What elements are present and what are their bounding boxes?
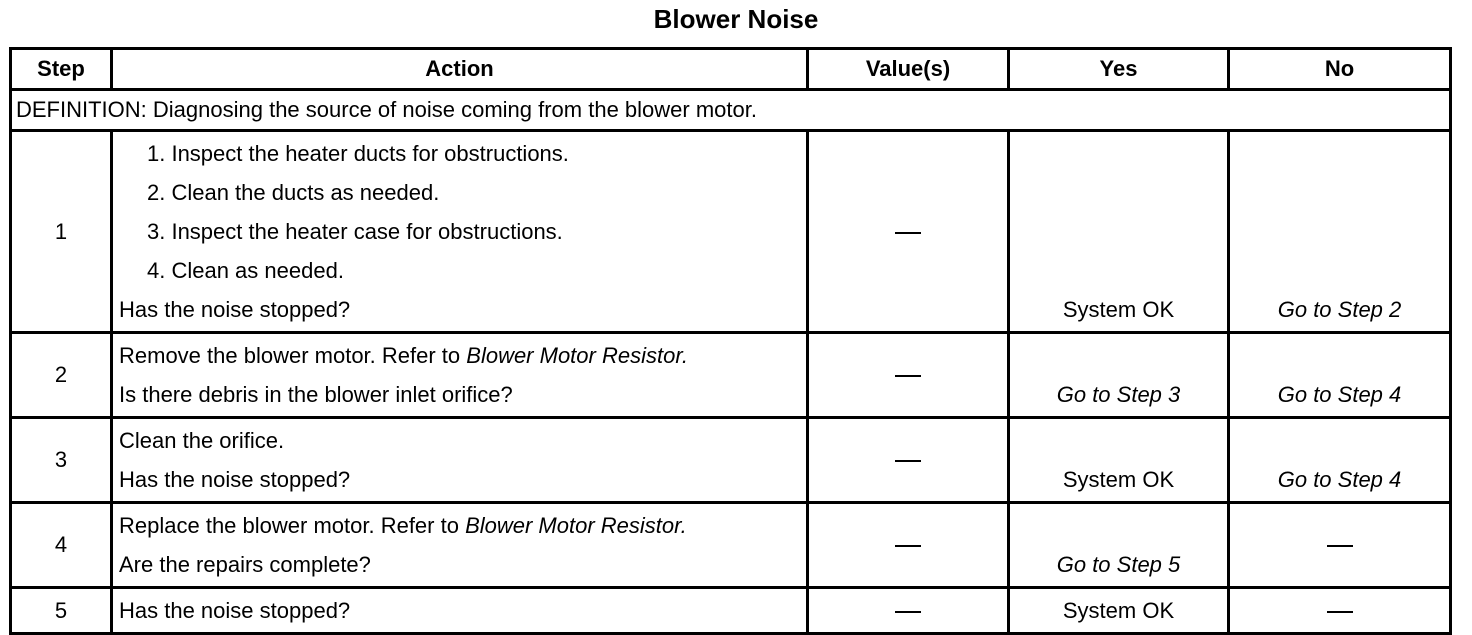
step-number: 2 <box>11 333 112 418</box>
no-cell <box>1229 418 1451 503</box>
action-cell <box>112 418 808 503</box>
action-text: Clean the orifice. <box>119 428 285 453</box>
value-cell <box>808 131 1009 333</box>
action-cell <box>112 588 808 634</box>
dash-mark <box>895 460 921 462</box>
no-cell <box>1229 503 1451 588</box>
step-number: 1 <box>11 131 112 333</box>
yes-result: Go to Step 3 <box>1056 382 1181 407</box>
action-cell <box>112 333 808 418</box>
definition-text: DEFINITION: Diagnosing the source of noise coming from the blower motor. <box>11 90 1451 131</box>
value-cell <box>808 418 1009 503</box>
dash-mark <box>895 545 921 547</box>
no-result: Go to Step 2 <box>1277 297 1402 322</box>
header-yes: Yes <box>1009 49 1229 90</box>
table-row <box>11 418 1451 503</box>
action-cell <box>112 131 808 333</box>
step-number: 3 <box>11 418 112 503</box>
table-row <box>11 333 1451 418</box>
action-question: Has the noise stopped? <box>119 297 351 322</box>
yes-cell <box>1009 588 1229 634</box>
diagnostic-table <box>9 47 1452 635</box>
action-question: Has the noise stopped? <box>119 467 351 492</box>
action-cell <box>112 503 808 588</box>
yes-result: Go to Step 5 <box>1056 552 1181 577</box>
no-cell <box>1229 333 1451 418</box>
table-row <box>11 503 1451 588</box>
no-result: Go to Step 4 <box>1277 467 1402 492</box>
yes-cell <box>1009 503 1229 588</box>
no-cell <box>1229 131 1451 333</box>
yes-cell <box>1009 131 1229 333</box>
value-cell <box>808 333 1009 418</box>
no-cell <box>1229 588 1451 634</box>
table-header-row <box>11 49 1451 90</box>
table-row <box>11 588 1451 634</box>
action-item: 2. Clean the ducts as needed. <box>147 180 440 205</box>
table-row <box>11 131 1451 333</box>
yes-result: System OK <box>1062 297 1175 322</box>
page-title: Blower Noise <box>653 4 819 34</box>
yes-result: System OK <box>1062 467 1175 492</box>
yes-cell <box>1009 333 1229 418</box>
action-question: Are the repairs complete? <box>119 552 371 577</box>
action-item: 3. Inspect the heater case for obstructions. <box>147 219 563 244</box>
value-cell <box>808 588 1009 634</box>
yes-cell <box>1009 418 1229 503</box>
step-number: 4 <box>11 503 112 588</box>
header-step: Step <box>11 49 112 90</box>
dash-mark <box>895 232 921 234</box>
definition-row <box>11 90 1451 131</box>
header-action: Action <box>112 49 808 90</box>
dash-mark <box>1327 611 1353 613</box>
action-item: 1. Inspect the heater ducts for obstructions. <box>147 141 569 166</box>
action-reference: Blower Motor Resistor. <box>466 343 688 368</box>
header-values: Value(s) <box>808 49 1009 90</box>
yes-result: System OK <box>1062 598 1175 623</box>
dash-mark <box>895 611 921 613</box>
action-reference: Blower Motor Resistor. <box>465 513 687 538</box>
action-text: Replace the blower motor. Refer to <box>119 513 466 538</box>
header-no: No <box>1229 49 1451 90</box>
action-line <box>119 506 806 545</box>
dash-mark <box>1327 545 1353 547</box>
action-question: Is there debris in the blower inlet orifice? <box>119 382 513 407</box>
action-item: 4. Clean as needed. <box>147 258 344 283</box>
dash-mark <box>895 375 921 377</box>
no-result: Go to Step 4 <box>1277 382 1402 407</box>
action-line <box>119 336 806 375</box>
action-text: Remove the blower motor. Refer to <box>119 343 467 368</box>
step-number: 5 <box>11 588 112 634</box>
value-cell <box>808 503 1009 588</box>
action-question: Has the noise stopped? <box>119 598 351 623</box>
